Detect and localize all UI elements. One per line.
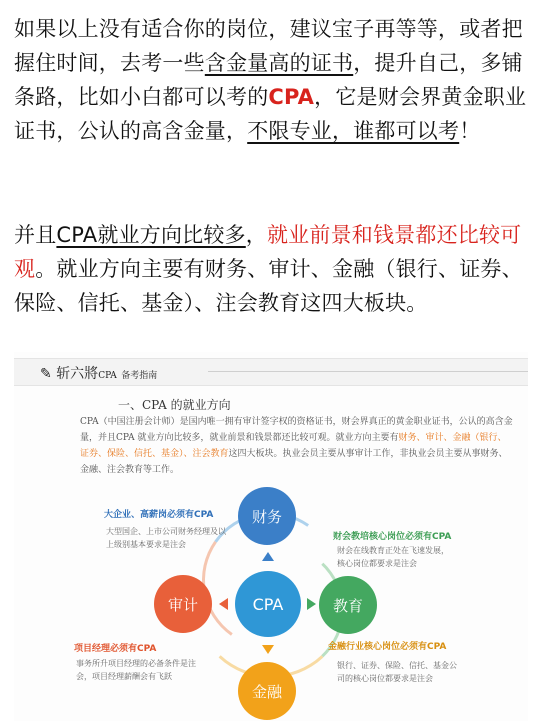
label-education: 财会教培核心岗位必须有CPA [333,532,452,542]
logo-text: 斩六將 [56,366,99,382]
circle-education: 教育 [319,576,377,634]
highlight-cpa: CPA [268,85,315,109]
underlined-text: 不限专业，谁都可以考 [247,119,460,143]
text: 。就业方向主要有财务、审计、金融（银行、证券、保险、信托、基金）、注会教育这四大板块。 [14,257,523,315]
label-finance-industry: 金融行业核心岗位必须有CPA [328,642,447,652]
text: ！ [459,119,481,143]
body-text: CPA（中国注册会计师）是国内唯一拥有审计签字权的资格证书，财会界真正的黄金职业证书，公认的高含金量，并且CPA 就业方向比较多，就业前景和钱景都还比较可观。就业方向主要有 [80,417,513,443]
section-body [80,414,514,478]
logo-subtitle: 备考指南 [121,371,158,381]
label-enterprise: 大企业、高薪岗必须有CPA [104,510,214,520]
header-divider [208,371,528,372]
text: 如果以上没有适合你的岗位，建议宝子再等等，或者把握住时间，去考一些 [14,17,523,75]
circle-cpa: CPA [235,571,301,637]
desc-finance-industry: 银行、证券、保险、信托、基金公司的核心岗位都要求是注会 [337,661,457,683]
guide-logo [40,363,157,383]
guide-image [14,352,528,721]
arrow-down-icon [262,645,274,654]
desc-enterprise: 大型国企、上市公司财务经理及以上级别基本要求是注会 [106,527,226,549]
arrow-up-icon [262,552,274,561]
text: ， [245,223,267,247]
text: ，提升自己，多铺条路，比如小白都可以考的 [14,51,523,109]
body-text: 这四大板块。执业会员主要从事审计工作，非执业会员主要从事财务、金融、注会教育等工作。 [80,449,508,475]
underlined-text: 含金量高的证书 [204,51,354,75]
logo-icon: ✎ [40,366,52,382]
circle-finance: 财务 [238,487,296,545]
text: 并且 [14,223,57,247]
arrow-left-icon [219,598,228,610]
circle-audit: 审计 [154,575,212,633]
underlined-text: CPA就业方向比较多 [56,223,246,247]
logo-cpa: CPA [98,371,117,381]
arrow-right-icon [307,598,316,610]
section-title: 一、CPA 的就业方向 [118,398,231,412]
desc-audit: 事务所升项目经理的必备条件是注会，项目经理薪酬会有飞跃 [76,659,196,681]
body-highlight: 财务、审计、金融（银行、证券、保险、信托、基金）、注会教育 [80,433,507,459]
paragraph-directions [14,218,534,320]
highlight-prospects: 就业前景和钱景都还比较可观 [14,223,522,281]
desc-education: 财会在线教育正处在飞速发展，核心岗位都要求是注会 [337,546,449,568]
label-audit: 项目经理必须有CPA [74,644,157,654]
paragraph-intro [14,12,534,148]
guide-header [14,358,528,386]
text: ，它是财会界黄金职业证书，公认的高含金量， [14,85,527,143]
circle-banking: 金融 [238,662,296,720]
